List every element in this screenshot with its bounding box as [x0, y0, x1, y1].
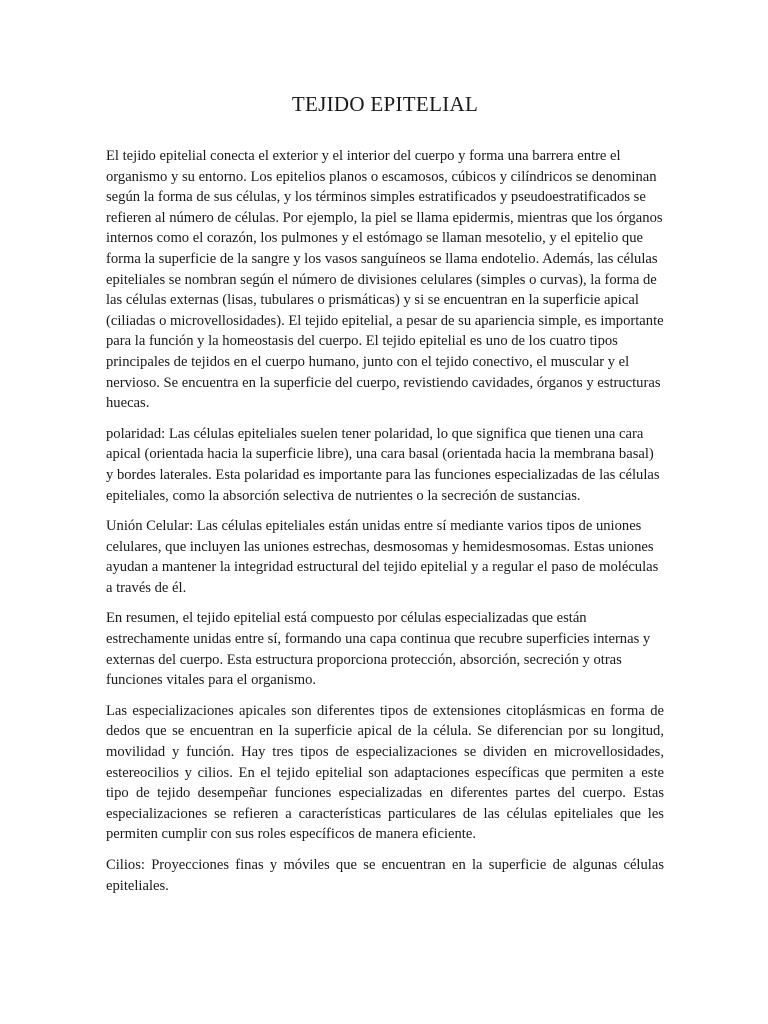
- paragraph-especializaciones: Las especializaciones apicales son diferentes tipos de extensiones citoplásmicas en forma de dedos que se encuentran en la superficie apical de la célula. Se diferencian por su longitud, movilidad y función. Hay tres tipos de especializaciones se dividen en microvellosidades, estereocilios y cilios. En el tejido epitelial son adaptaciones específicas que permiten a este tipo de tejido desempeñar funciones especializadas en diferentes partes del cuerpo. Estas especializaciones se refieren a características particulares de las células epiteliales que les permiten cumplir con sus roles específicos de manera eficiente.: [106, 702, 664, 843]
- paragraph-union-celular: Unión Celular: Las células epiteliales están unidas entre sí mediante varios tipos de uniones celulares, que incluyen las uniones estrechas, desmosomas y hemidesmosomas. Estas uniones ayudan a mantener la integridad estructural del tejido epitelial y a regular el paso de moléculas a través de él.: [106, 518, 659, 596]
- page-title: TEJIDO EPITELIAL: [291, 92, 479, 116]
- paragraph-resumen: En resumen, el tejido epitelial está compuesto por células especializadas que están estrechamente unidas entre sí, formando una capa continua que recubre superficies internas y externas del cuerpo. Esta estructura proporciona protección, absorción, secreción y otras funciones vitales para el organismo.: [106, 610, 651, 689]
- paragraph-cilios: Cilios: Proyecciones finas y móviles que se encuentran en la superficie de algunas células epiteliales.: [106, 857, 664, 894]
- paragraph-intro: El tejido epitelial conecta el exterior y el interior del cuerpo y forma una barrera entre el organismo y su entorno. Los epitelios planos o escamosos, cúbicos y cilíndricos se denominan según la forma de sus células, y los términos simples estratificados y pseudoestratificados se refieren al número de células. Por ejemplo, la piel se llama epidermis, mientras que los órganos internos como el corazón, los pulmones y el estómago se llaman mesotelio, y el epitelio que forma la superficie de la sangre y los vasos sanguíneos se llama endotelio. Además, las células epiteliales se nombran según el número de divisiones celulares (simples o curvas), la forma de las células externas (lisas, tubulares o prismáticas) y si se encuentran en la superficie apical (ciliadas o microvellosidades). El tejido epitelial, a pesar de su apariencia simple, es importante para la función y la homeostasis del cuerpo. El tejido epitelial es uno de los cuatro tipos principales de tejidos en el cuerpo humano, junto con el tejido conectivo, el muscular y el nervioso. Se encuentra en la superficie del cuerpo, revistiendo cavidades, órganos y estructuras huecas.: [106, 148, 664, 412]
- paragraph-polaridad: polaridad: Las células epiteliales suelen tener polaridad, lo que significa que tienen una cara apical (orientada hacia la superficie libre), una cara basal (orientada hacia la membrana basal) y bordes laterales. Esta polaridad es importante para las funciones especializadas de las células epiteliales, como la absorción selectiva de nutrientes o la secreción de sustancias.: [106, 425, 660, 504]
